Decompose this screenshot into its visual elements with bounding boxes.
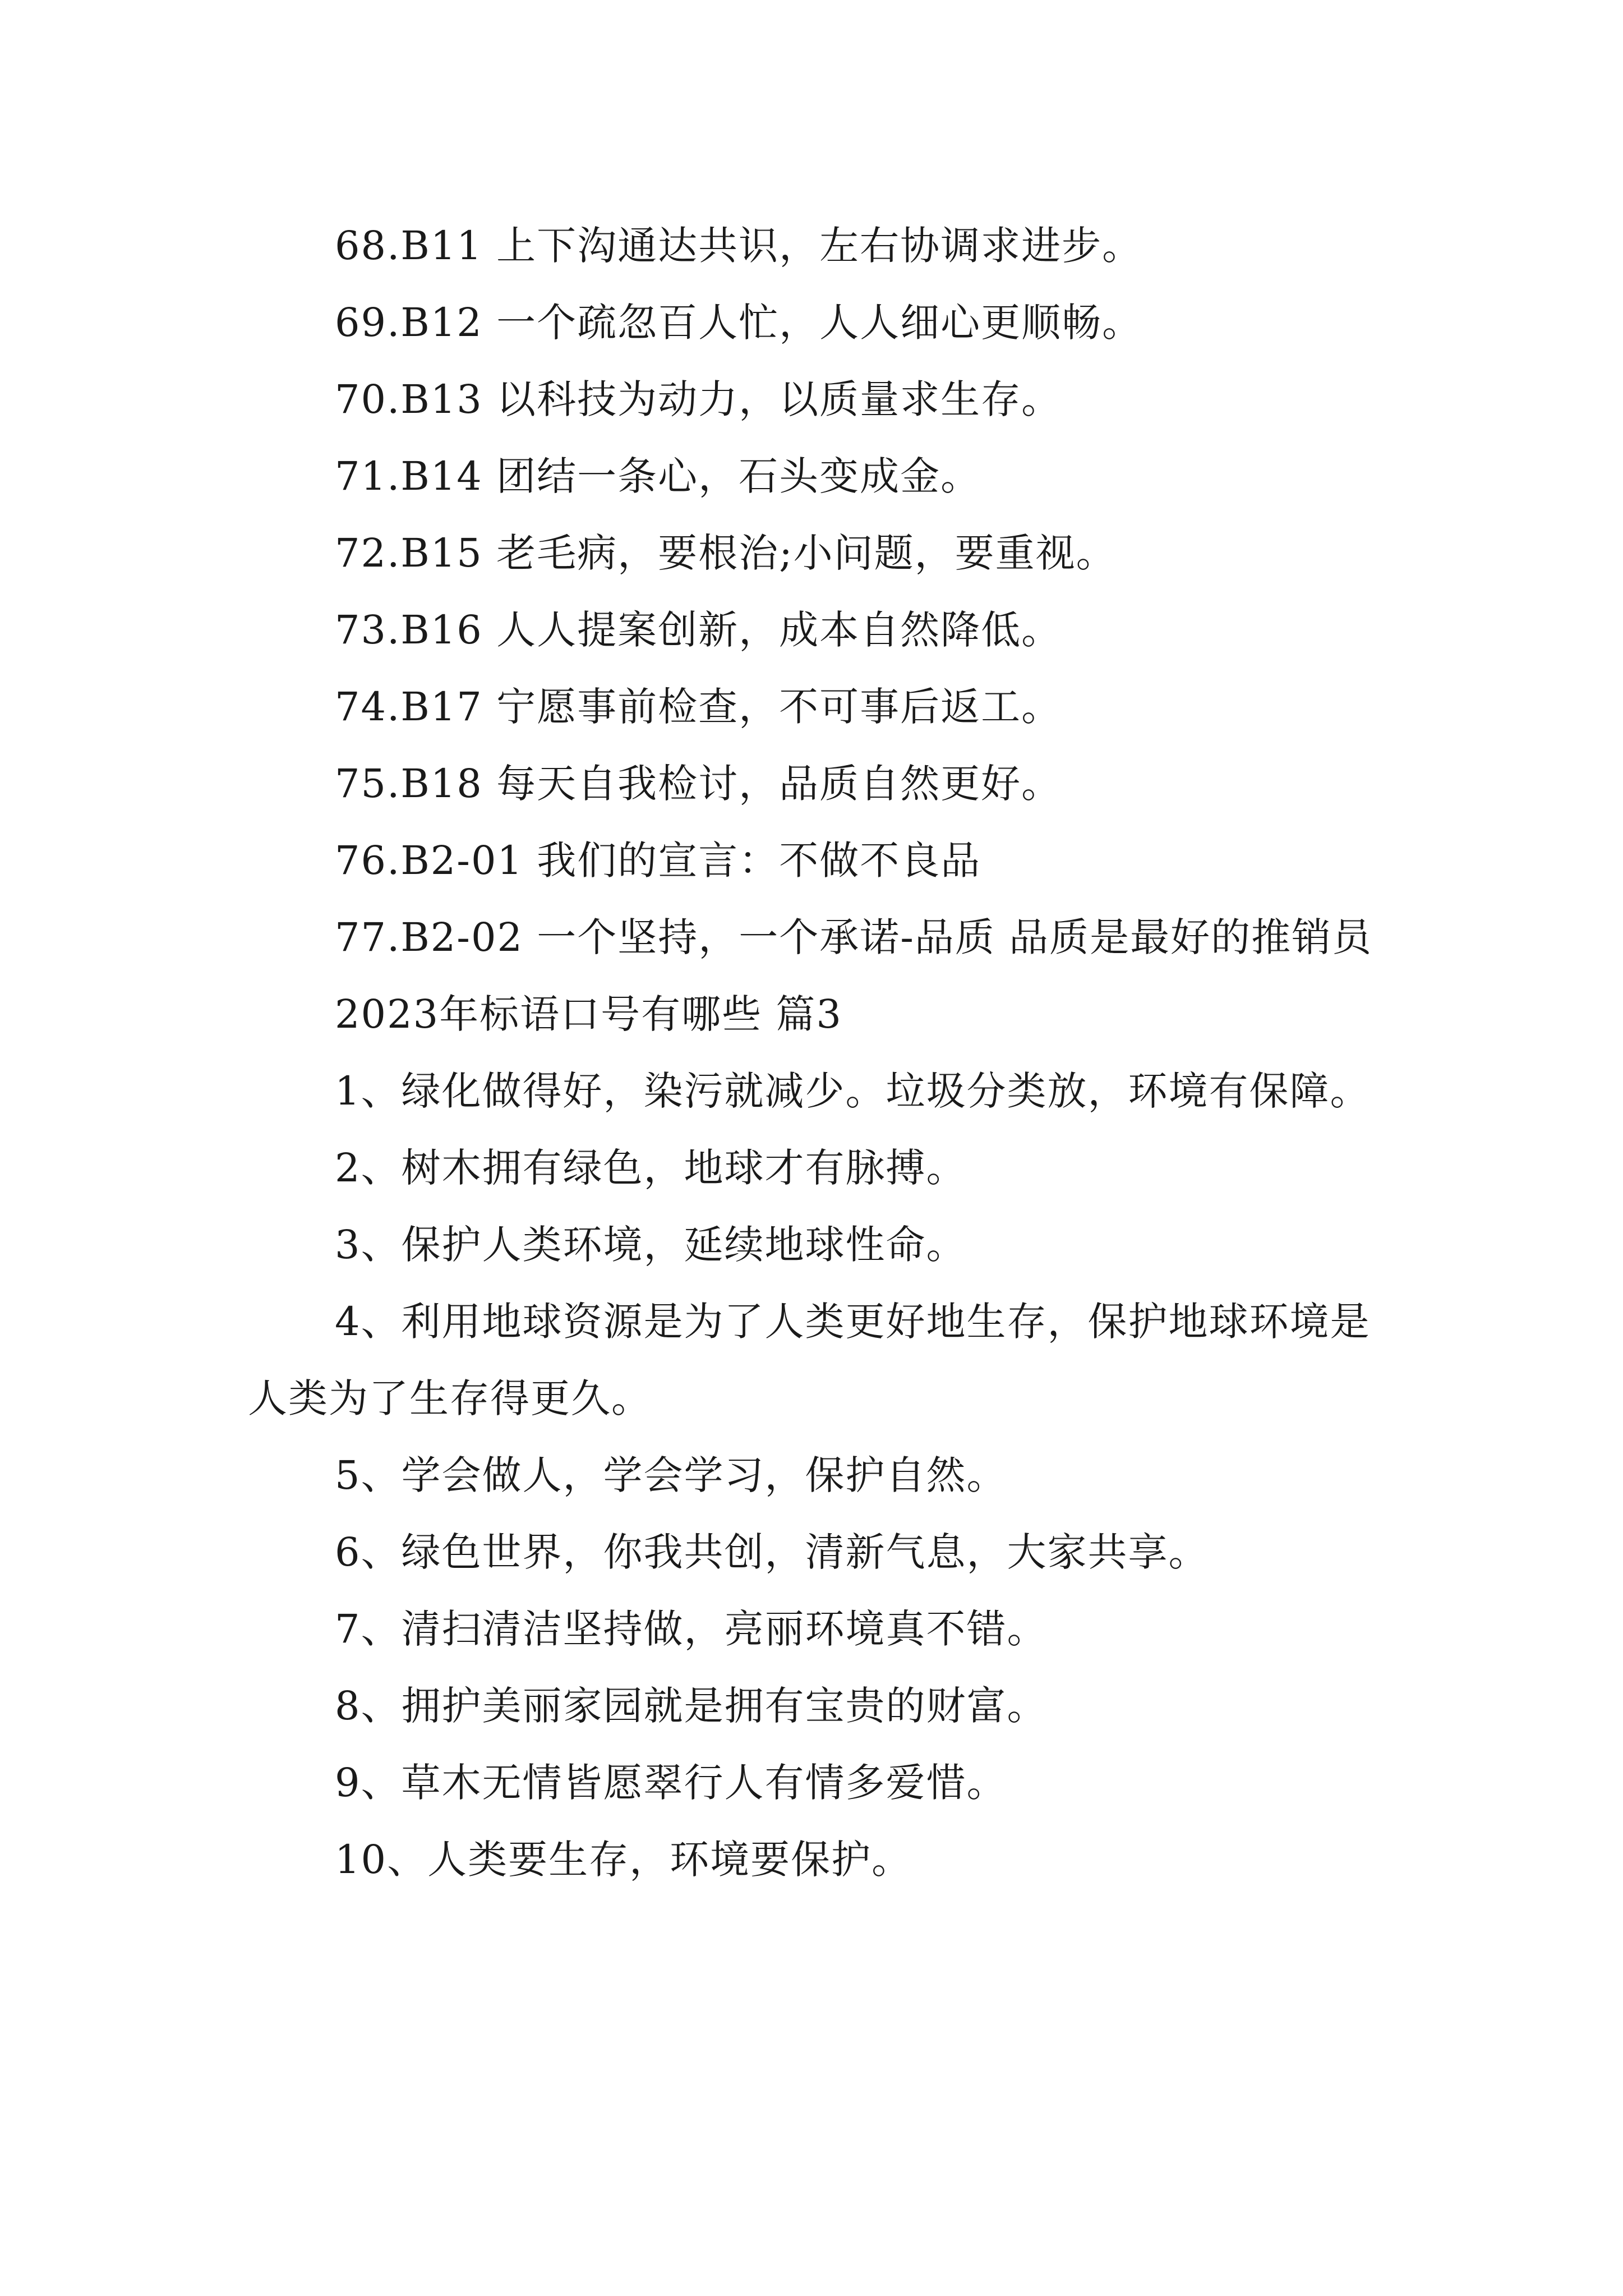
slogan-item-74: 74.B17 宁愿事前检查，不可事后返工。 — [335, 684, 1062, 730]
slogan-item-71: 71.B14 团结一条心，石头变成金。 — [335, 453, 981, 499]
slogan-item-77: 77.B2-02 一个坚持，一个承诺-品质 品质是最好的推销员 — [335, 914, 1373, 960]
slogan-item-75: 75.B18 每天自我检讨，品质自然更好。 — [335, 761, 1062, 807]
section-heading: 2023年标语口号有哪些 篇3 — [335, 991, 842, 1037]
slogan-item-69: 69.B12 一个疏忽百人忙，人人细心更顺畅。 — [335, 300, 1143, 346]
environment-item-1: 1、绿化做得好，染污就减少。垃圾分类放，环境有保障。 — [335, 1068, 1371, 1114]
environment-item-8: 8、拥护美丽家园就是拥有宝贵的财富。 — [335, 1683, 1048, 1729]
environment-item-9: 9、草木无情皆愿翠行人有情多爱惜。 — [335, 1760, 1007, 1806]
environment-item-10: 10、人类要生存，环境要保护。 — [335, 1837, 912, 1883]
environment-item-5: 5、学会做人，学会学习，保护自然。 — [335, 1452, 1007, 1498]
environment-item-6: 6、绿色世界，你我共创，清新气息，大家共享。 — [335, 1529, 1209, 1575]
environment-item-2: 2、树木拥有绿色，地球才有脉搏。 — [335, 1145, 967, 1191]
slogan-item-68: 68.B11 上下沟通达共识，左右协调求进步。 — [335, 223, 1143, 269]
slogan-item-76: 76.B2-01 我们的宣言：不做不良品 — [335, 838, 981, 884]
slogan-item-73: 73.B16 人人提案创新，成本自然降低。 — [335, 607, 1062, 653]
environment-item-7: 7、清扫清洁坚持做，亮丽环境真不错。 — [335, 1606, 1048, 1652]
environment-item-3: 3、保护人类环境，延续地球性命。 — [335, 1222, 967, 1268]
slogan-item-72: 72.B15 老毛病，要根治;小问题，要重视。 — [335, 530, 1117, 576]
slogan-item-70: 70.B13 以科技为动力，以质量求生存。 — [335, 376, 1062, 422]
document-body — [248, 208, 1381, 1898]
environment-item-4: 4、利用地球资源是为了人类更好地生存，保护地球环境是人类为了生存得更久。 — [248, 1299, 1371, 1421]
